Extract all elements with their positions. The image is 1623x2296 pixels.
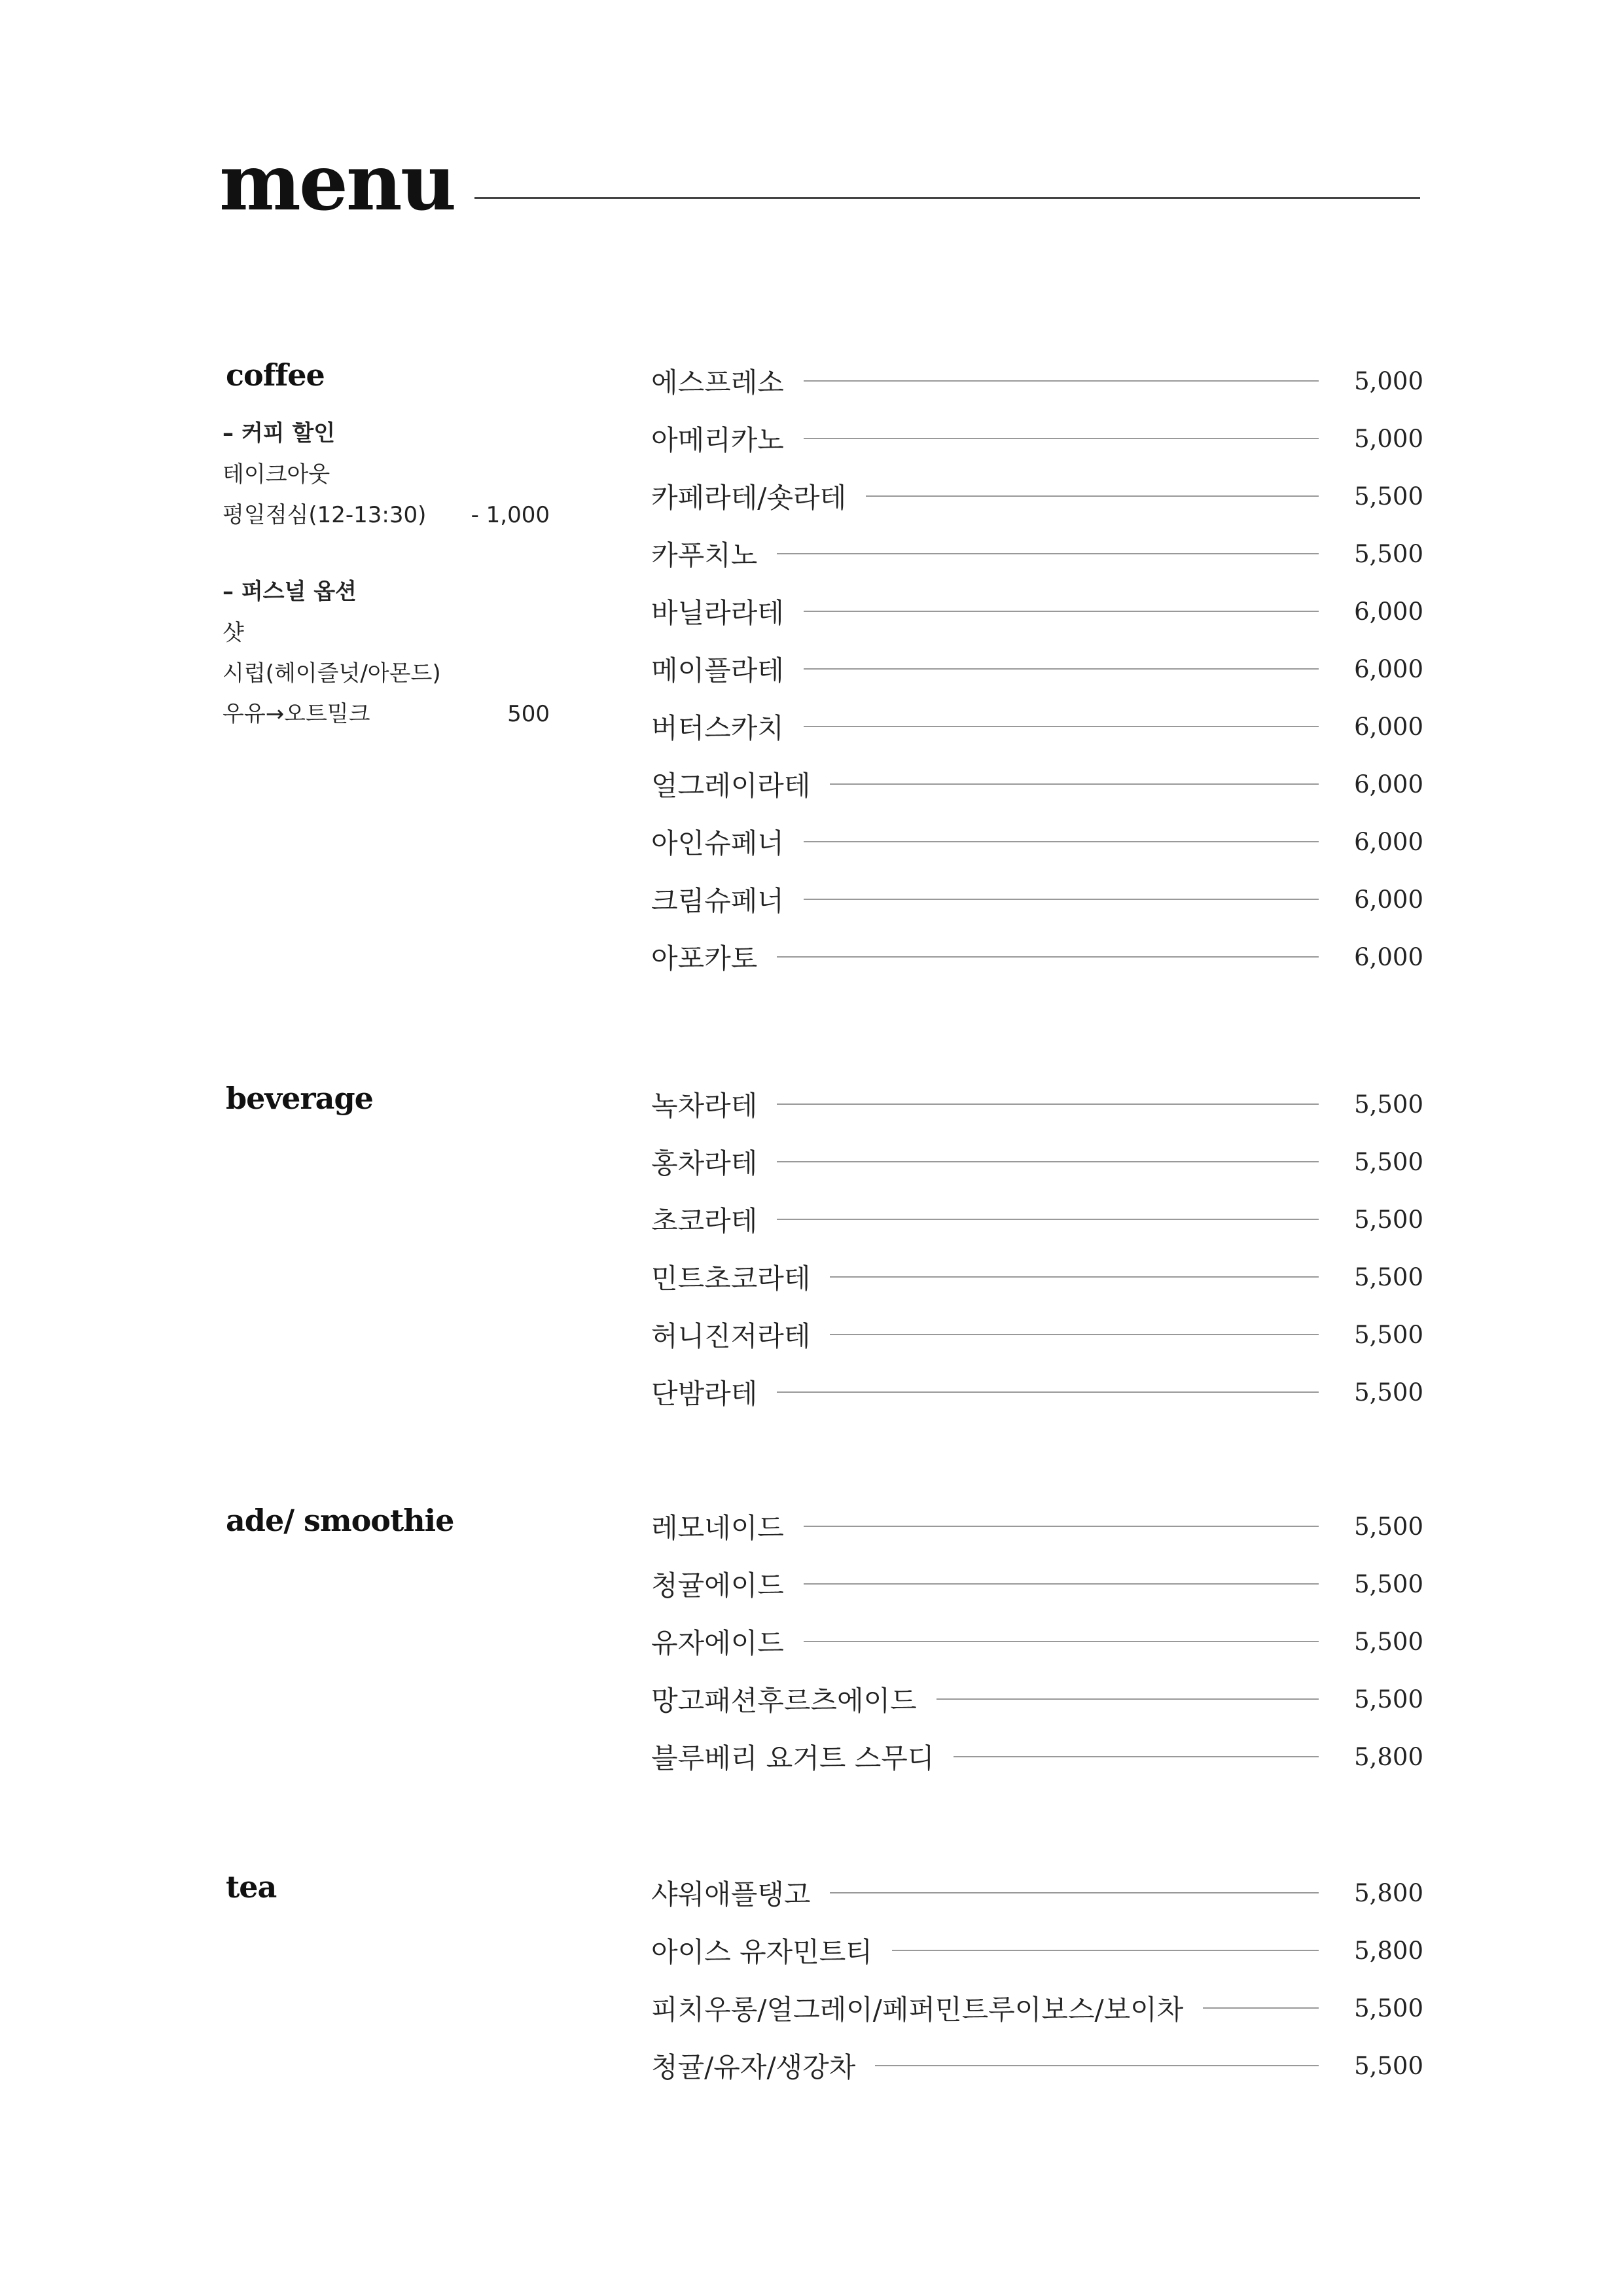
item-price: 5,500 — [1354, 482, 1423, 511]
item-name: 단밤라테 — [651, 1378, 758, 1410]
menu-item — [651, 870, 1423, 928]
item-price: 5,500 — [1354, 1205, 1423, 1234]
item-price: 5,000 — [1354, 424, 1423, 453]
leader-line — [954, 1756, 1319, 1757]
item-name: 레모네이드 — [651, 1512, 784, 1544]
leader-line — [804, 668, 1319, 670]
leader-line — [1203, 2007, 1319, 2009]
item-price: 5,800 — [1354, 1878, 1423, 1907]
menu-item — [651, 1979, 1423, 2037]
menu-item — [651, 1133, 1423, 1191]
note-label: 시럽(헤이즐넛/아몬드) — [223, 660, 441, 687]
item-name: 메이플라테 — [651, 655, 784, 687]
item-price: 5,500 — [1354, 1685, 1423, 1713]
item-price: 5,500 — [1354, 1147, 1423, 1176]
note-value: 500 — [507, 701, 550, 727]
section-title-ade: ade/ smoothie — [226, 1503, 454, 1538]
menu-item — [651, 1306, 1423, 1363]
item-price: 6,000 — [1354, 655, 1423, 683]
page-title: menu — [219, 137, 455, 228]
leader-line — [777, 1103, 1319, 1105]
note-line — [223, 495, 550, 535]
note-line — [223, 613, 550, 653]
leader-line — [777, 1219, 1319, 1220]
item-name: 샤워애플탱고 — [651, 1878, 811, 1910]
item-name: 바닐라라테 — [651, 597, 784, 629]
coffee-items — [651, 352, 1423, 986]
menu-item — [651, 1075, 1423, 1133]
note-line — [223, 653, 550, 694]
item-name: 크림슈페너 — [651, 885, 784, 917]
menu-item — [651, 583, 1423, 640]
coffee-notes — [223, 412, 550, 770]
menu-item — [651, 1864, 1423, 1922]
note-label: 테이크아웃 — [223, 461, 330, 488]
menu-item — [651, 1555, 1423, 1613]
item-price: 6,000 — [1354, 885, 1423, 914]
item-price: 5,500 — [1354, 2051, 1423, 2080]
leader-line — [804, 380, 1319, 382]
section-title-beverage: beverage — [226, 1081, 373, 1116]
menu-item — [651, 467, 1423, 525]
leader-line — [777, 1391, 1319, 1393]
item-price: 5,800 — [1354, 1742, 1423, 1771]
leader-line — [804, 1583, 1319, 1585]
leader-line — [866, 495, 1319, 497]
item-price: 6,000 — [1354, 712, 1423, 741]
section-title-coffee: coffee — [226, 357, 325, 393]
item-price: 5,500 — [1354, 1627, 1423, 1656]
item-name: 얼그레이라테 — [651, 770, 811, 802]
menu-item — [651, 352, 1423, 410]
beverage-items — [651, 1075, 1423, 1421]
item-name: 망고패션후르츠에이드 — [651, 1685, 917, 1717]
note-label: 우유→오트밀크 — [223, 701, 370, 727]
item-price: 6,000 — [1354, 942, 1423, 971]
item-name: 아포카토 — [651, 942, 758, 975]
item-name: 유자에이드 — [651, 1627, 784, 1659]
item-price: 5,500 — [1354, 1994, 1423, 2022]
item-name: 카페라테/숏라테 — [651, 482, 847, 514]
menu-item — [651, 1922, 1423, 1979]
item-price: 5,500 — [1354, 1090, 1423, 1119]
menu-item — [651, 1363, 1423, 1421]
leader-line — [804, 899, 1319, 900]
item-name: 청귤에이드 — [651, 1570, 784, 1602]
menu-item — [651, 1498, 1423, 1555]
title-divider — [474, 197, 1420, 199]
coffee-options-note — [223, 571, 550, 734]
note-heading: – 퍼스널 옵션 — [223, 579, 357, 605]
item-price: 5,500 — [1354, 1378, 1423, 1407]
item-price: 6,000 — [1354, 827, 1423, 856]
note-label: 평일점심(12-13:30) — [223, 502, 427, 528]
item-price: 5,000 — [1354, 367, 1423, 395]
note-line — [223, 454, 550, 495]
note-line — [223, 694, 550, 734]
item-price: 5,500 — [1354, 1263, 1423, 1291]
menu-item — [651, 1191, 1423, 1248]
tea-items — [651, 1864, 1423, 2094]
menu-item — [651, 813, 1423, 870]
coffee-discount-note — [223, 412, 550, 535]
leader-line — [777, 956, 1319, 958]
leader-line — [777, 553, 1319, 554]
item-name: 피치우롱/얼그레이/페퍼민트루이보스/보이차 — [651, 1994, 1184, 2026]
leader-line — [777, 1161, 1319, 1162]
leader-line — [892, 1950, 1319, 1951]
menu-item — [651, 2037, 1423, 2094]
leader-line — [830, 1892, 1319, 1893]
leader-line — [830, 1276, 1319, 1278]
item-price: 6,000 — [1354, 597, 1423, 626]
item-price: 5,500 — [1354, 1320, 1423, 1349]
item-name: 아인슈페너 — [651, 827, 784, 859]
item-price: 5,500 — [1354, 539, 1423, 568]
leader-line — [804, 1641, 1319, 1642]
leader-line — [875, 2065, 1319, 2066]
menu-item — [651, 640, 1423, 698]
menu-item — [651, 1728, 1423, 1785]
item-price: 6,000 — [1354, 770, 1423, 798]
note-value: - 1,000 — [471, 502, 550, 528]
section-title-tea: tea — [226, 1869, 277, 1905]
menu-item — [651, 755, 1423, 813]
note-heading: – 커피 할인 — [223, 420, 336, 446]
menu-item — [651, 525, 1423, 583]
menu-item — [651, 1613, 1423, 1670]
leader-line — [804, 1526, 1319, 1527]
menu-item — [651, 1248, 1423, 1306]
note-label: 샷 — [223, 620, 244, 646]
item-price: 5,500 — [1354, 1512, 1423, 1541]
item-name: 아이스 유자민트티 — [651, 1936, 872, 1968]
item-price: 5,500 — [1354, 1570, 1423, 1598]
leader-line — [936, 1698, 1319, 1700]
item-name: 홍차라테 — [651, 1147, 758, 1179]
leader-line — [804, 726, 1319, 727]
item-name: 블루베리 요거트 스무디 — [651, 1742, 935, 1774]
leader-line — [830, 1334, 1319, 1335]
item-name: 에스프레소 — [651, 367, 784, 399]
leader-line — [804, 841, 1319, 842]
item-name: 녹차라테 — [651, 1090, 758, 1122]
ade-items — [651, 1498, 1423, 1785]
menu-item — [651, 410, 1423, 467]
leader-line — [804, 438, 1319, 439]
item-name: 청귤/유자/생강차 — [651, 2051, 856, 2083]
item-name: 초코라테 — [651, 1205, 758, 1237]
item-name: 아메리카노 — [651, 424, 784, 456]
leader-line — [830, 783, 1319, 785]
item-name: 허니진저라테 — [651, 1320, 811, 1352]
menu-item — [651, 1670, 1423, 1728]
item-price: 5,800 — [1354, 1936, 1423, 1965]
item-name: 카푸치노 — [651, 539, 758, 571]
menu-item — [651, 698, 1423, 755]
leader-line — [804, 611, 1319, 612]
item-name: 민트초코라테 — [651, 1263, 811, 1295]
menu-item — [651, 928, 1423, 986]
item-name: 버터스카치 — [651, 712, 784, 744]
